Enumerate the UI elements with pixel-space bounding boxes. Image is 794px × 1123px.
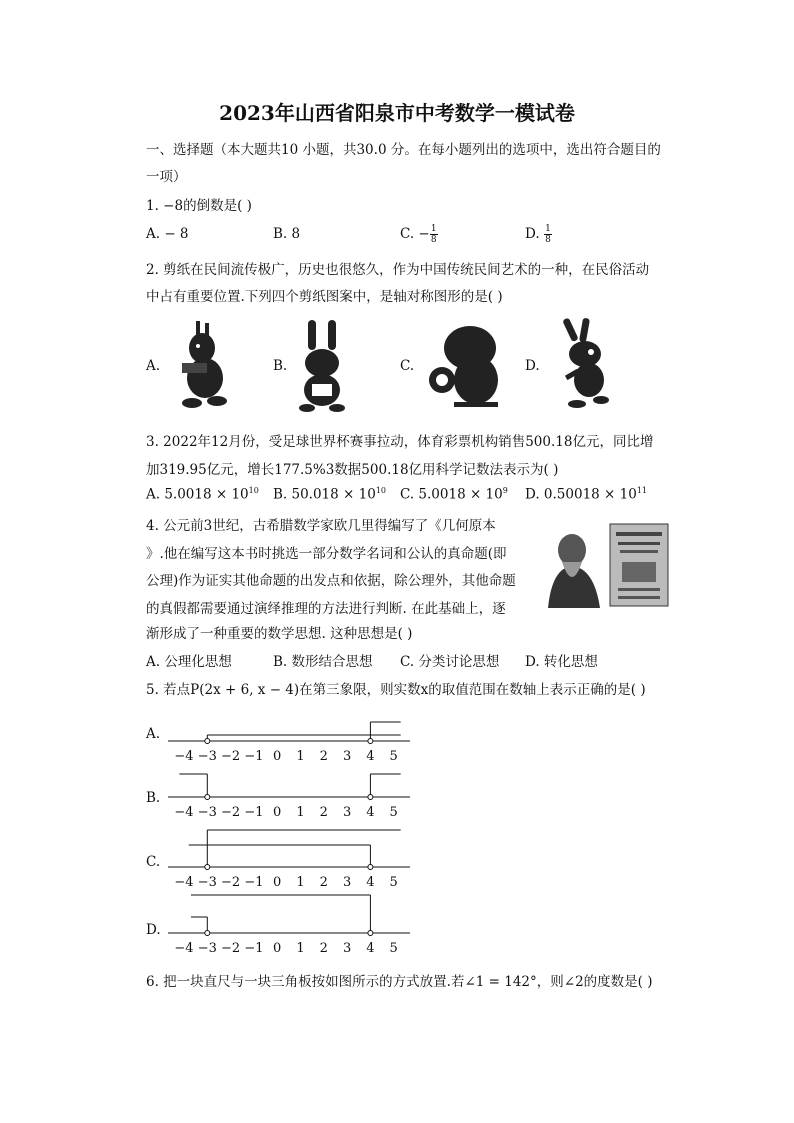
q4-option-c: C. 分类讨论思想 [400,654,500,670]
tick-label: 1 [296,875,305,890]
tick-label: 3 [342,749,352,764]
q4-line5: 渐形成了一种重要的数学思想. 这种思想是( ) [146,626,413,642]
q4-line3: 公理)作为证实其他命题的出发点和依据，除公理外，其他命题 [146,573,516,589]
tick-label: 2 [319,749,328,764]
q1-option-b: B. 8 [273,226,301,242]
tick-label: 4 [366,749,375,764]
tick-label: −2 [221,875,241,890]
open-point [205,865,210,870]
q2-line1: 2. 剪纸在民间流传极广，历史也很悠久，作为中国传统民间艺术的一种，在民俗活动 [146,262,650,278]
q4-line1: 4. 公元前3世纪，古希腊数学家欧几里得编写了《几何原本 [146,518,496,534]
q3-option-b: B. $50.018 \times 10^{10}$ [273,486,386,503]
q1-option-c: C. − $\frac{1}{8}$ [400,224,437,245]
tick-label: 2 [319,805,328,820]
tick-label: −3 [197,875,217,890]
tick-label: 2 [319,941,328,956]
q5-option-b-label: B. [146,790,161,806]
tick-label: −4 [174,941,194,956]
open-point [205,931,210,936]
fraction: $\frac{1}{8}$ [430,224,437,245]
papercut-rabbit-d-image [555,316,619,412]
tick-label: −1 [244,941,264,956]
q4-option-a: A. 公理化思想 [146,654,232,670]
tick-label: −4 [174,749,194,764]
q2-line2: 中占有重要位置.下列四个剪纸图案中，是轴对称图形的是( ) [146,289,503,305]
tick-label: 3 [342,805,352,820]
tick-label: 5 [389,749,398,764]
papercut-rabbit-b-image [292,318,352,413]
q3-option-a: A. $5.0018 \times 10^{10}$ [146,486,259,503]
tick-label: −4 [174,805,194,820]
q3-option-c: C. $5.0018 \times 10^9$ [400,486,508,503]
tick-label: −1 [244,749,264,764]
q3-option-d: D. $0.50018 \times 10^{11}$ [525,486,648,503]
open-point [368,865,373,870]
tick-label: 0 [273,805,282,820]
tick-label: 2 [319,875,328,890]
q6-stem: 6. 把一块直尺与一块三角板按如图所示的方式放置.若∠1 = 142°，则∠2的度数是( ) [146,974,653,990]
q2-option-b: B. [273,358,288,374]
tick-label: 1 [296,805,305,820]
page-title: 2023年山西省阳泉市中考数学一模试卷 [219,101,575,125]
q3-line1: 3. 2022年12月份，受足球世界杯赛事拉动，体育彩票机构销售500.18亿元，同比增 [146,434,654,450]
tick-label: 4 [366,805,375,820]
q1-option-a: A. − 8 [146,226,189,242]
tick-label: −3 [197,941,217,956]
tick-label: −1 [244,805,264,820]
q4-option-d: D. 转化思想 [525,654,598,670]
q5-option-a-label: A. [146,726,161,742]
tick-label: 3 [342,875,352,890]
q1-stem: 1. −8的倒数是( ) [146,198,252,214]
tick-label: 5 [389,805,398,820]
open-point [205,739,210,744]
q3-line2: 加319.95亿元，增长177.5%3数据500.18亿用科学记数法表示为( ) [146,462,559,478]
fraction: $\frac{1}{8}$ [545,224,551,245]
papercut-rabbit-a-image [172,318,242,410]
q2-option-c: C. [400,358,415,374]
tick-label: −4 [174,875,194,890]
open-point [205,795,210,800]
tick-label: −2 [221,941,241,956]
tick-label: 0 [273,875,282,890]
tick-label: 5 [389,875,398,890]
open-point [368,931,373,936]
tick-label: 0 [273,941,282,956]
tick-label: 1 [296,749,305,764]
q4-option-b: B. 数形结合思想 [273,654,373,670]
tick-label: 4 [366,875,375,890]
euclid-book-image [540,522,672,610]
tick-label: −3 [197,749,217,764]
tick-label: −3 [197,805,217,820]
q2-option-a: A. [146,358,161,374]
section-heading-cont: 一项） [146,169,187,185]
papercut-rabbit-c-image [424,320,506,408]
q1-option-d: D. $\frac{1}{8}$ [525,224,551,245]
q2-option-d: D. [525,358,540,374]
open-point [368,739,373,744]
q5-stem: 5. 若点P(2x + 6, x − 4)在第三象限，则实数x的取值范围在数轴上表示正确的是( ) [146,682,646,698]
tick-label: −1 [244,875,264,890]
q4-line2: 》.他在编写这本书时挑选一部分数学名词和公认的真命题(即 [146,546,507,562]
number-line-figures [160,700,420,960]
tick-label: −2 [221,805,241,820]
q4-line4: 的真假都需要通过演绎推理的方法进行判断. 在此基础上，逐 [146,601,506,617]
q5-option-d-label: D. [146,922,161,938]
section-heading: 一、选择题（本大题共10 小题，共30.0 分。在每小题列出的选项中，选出符合题目的 [146,142,661,158]
tick-label: 3 [342,941,352,956]
tick-label: 5 [389,941,398,956]
q5-option-c-label: C. [146,854,161,870]
tick-label: 1 [296,941,305,956]
tick-label: −2 [221,749,241,764]
open-point [368,795,373,800]
tick-label: 0 [273,749,282,764]
tick-label: 4 [366,941,375,956]
